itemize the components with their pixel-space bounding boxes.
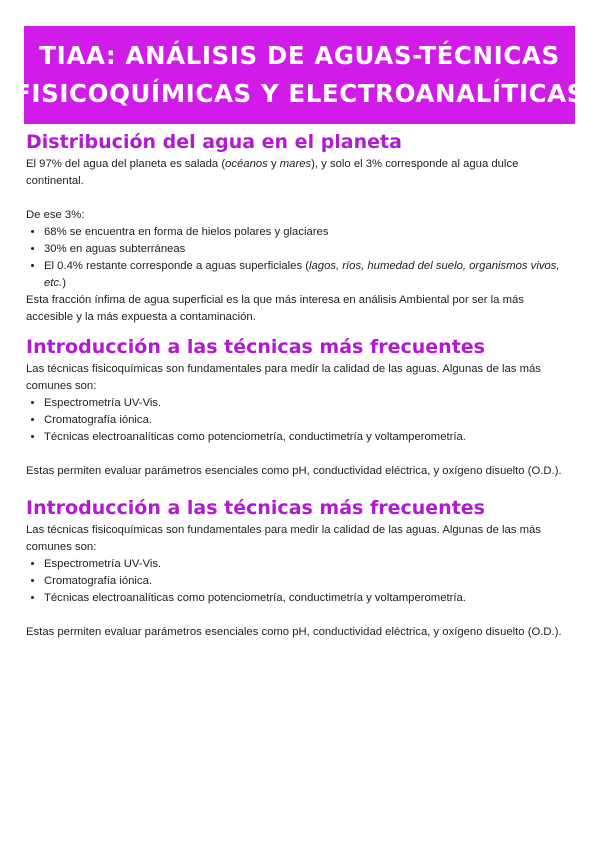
document-body xyxy=(26,128,566,641)
section-heading: Distribución del agua en el planeta xyxy=(26,131,402,153)
section-techniques-1 xyxy=(26,333,566,480)
bullet-list xyxy=(26,224,566,292)
section-heading: Introducción a las técnicas más frecuentes xyxy=(26,497,485,519)
list-item: • 68% se encuentra en forma de hielos polares y glaciares xyxy=(44,224,566,241)
list-item: • Espectrometría UV-Vis. xyxy=(44,395,566,412)
list-item: • Espectrometría UV-Vis. xyxy=(44,556,566,573)
bullet-list xyxy=(26,395,566,446)
italic-text: lagos, ríos, humedad del suelo, organismos vivos, etc. xyxy=(44,260,560,289)
paragraph-lead: De ese 3%: xyxy=(26,209,85,221)
section-techniques-2 xyxy=(26,494,566,641)
list-item: • Técnicas electroanalíticas como potenciometría, conductimetría y voltamperometría. xyxy=(44,590,566,607)
text-run: El 97% del agua del planeta es salada ( xyxy=(26,158,226,170)
paragraph-intro: Las técnicas fisicoquímicas son fundamentales para medir la calidad de las aguas. Algunas de las más comunes son: xyxy=(26,363,541,392)
section-water-distribution xyxy=(26,128,566,326)
text-run: ) xyxy=(62,277,66,289)
title-line-1: TIAA: ANÁLISIS DE AGUAS-TÉCNICAS xyxy=(39,41,560,70)
text-run: ), y solo el 3% corresponde al agua dulce continental. xyxy=(26,158,519,187)
list-item: • Cromatografía iónica. xyxy=(44,573,566,590)
paragraph-intro: Las técnicas fisicoquímicas son fundamentales para medir la calidad de las aguas. Algunas de las más comunes son: xyxy=(26,524,541,553)
italic-text: mares xyxy=(279,158,312,170)
title-line-2: FISICOQUÍMICAS Y ELECTROANALÍTICAS xyxy=(14,79,585,108)
text-run: y xyxy=(267,158,280,170)
list-item: • Técnicas electroanalíticas como potenciometría, conductimetría y voltamperometría. xyxy=(44,429,566,446)
paragraph-closing: Estas permiten evaluar parámetros esenciales como pH, conductividad eléctrica, y oxígeno disuelto (O.D.). xyxy=(26,465,562,477)
bullet-list xyxy=(26,556,566,607)
list-item xyxy=(44,258,566,292)
section-heading: Introducción a las técnicas más frecuentes xyxy=(26,336,485,358)
paragraph-closing: Esta fracción ínfima de agua superficial es la que más interesa en análisis Ambiental por ser la más accesible y la más expuesta a contaminación. xyxy=(26,294,524,323)
paragraph-intro xyxy=(26,156,566,190)
text-run: El 0.4% restante corresponde a aguas superficiales ( xyxy=(44,260,309,272)
list-item: • Cromatografía iónica. xyxy=(44,412,566,429)
list-item: • 30% en aguas subterráneas xyxy=(44,241,566,258)
title-banner xyxy=(14,26,585,124)
italic-text: océanos xyxy=(225,158,268,170)
paragraph-closing: Estas permiten evaluar parámetros esenciales como pH, conductividad eléctrica, y oxígeno disuelto (O.D.). xyxy=(26,626,562,638)
